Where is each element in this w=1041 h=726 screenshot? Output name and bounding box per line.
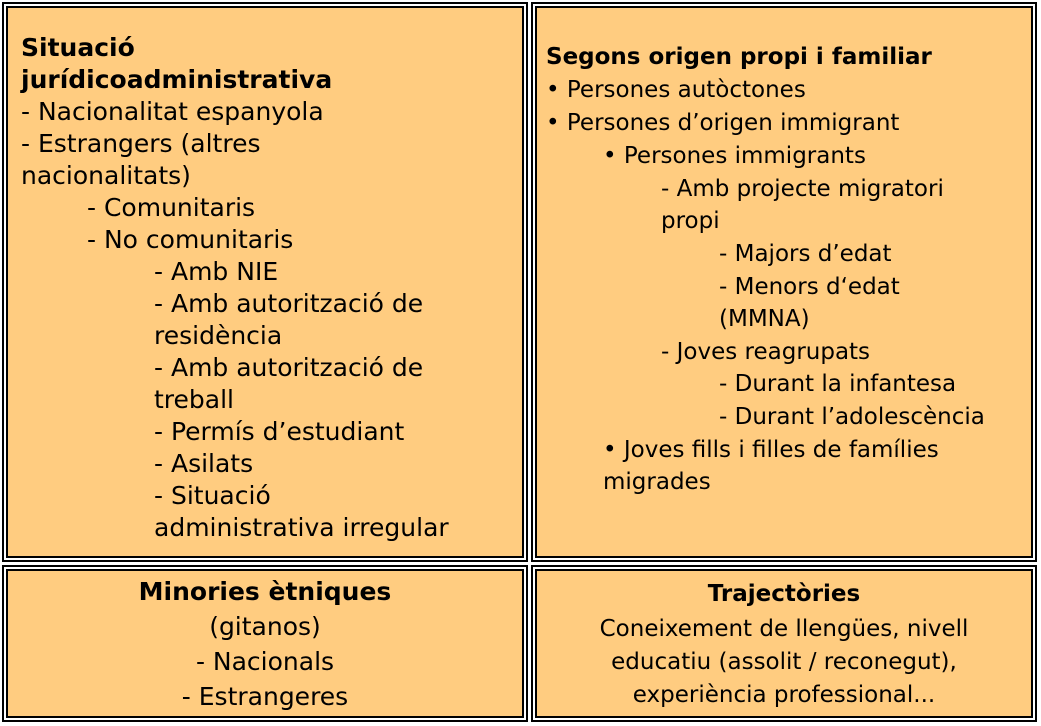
legal-status-box [2, 2, 528, 562]
item-foreigners-cont: nacionalitats) [21, 161, 191, 190]
origin-title: Segons origen propi i familiar [546, 44, 932, 70]
item-spanish-nationality: - Nacionalitat espanyola [21, 97, 324, 126]
origin-box [531, 2, 1037, 562]
item-nationals: - Nacionals [195, 647, 335, 676]
item-nie: - Amb NIE [154, 257, 279, 286]
trajectories-line-3: experiència professional... [632, 682, 936, 708]
trajectories-line-2: educatiu (assolit / reconegut), [611, 649, 957, 675]
ethnic-subtitle: (gitanos) [209, 612, 321, 641]
item-foreign: - Estrangeres [181, 682, 349, 711]
item-regrouped: - Joves reagrupats [661, 339, 871, 365]
item-childhood: - Durant la infantesa [719, 371, 957, 397]
item-asylum: - Asilats [154, 449, 254, 478]
item-own-project-cont: propi [661, 208, 720, 234]
item-irregular-cont: administrativa irregular [154, 513, 449, 542]
item-immigrants: • Persones immigrants [603, 143, 866, 169]
item-community: - Comunitaris [87, 193, 256, 222]
item-adults: - Majors d’edat [719, 241, 892, 267]
item-foreigners: - Estrangers (altres [21, 129, 261, 158]
item-minors-cont: (MMNA) [719, 306, 810, 332]
trajectories-box [531, 565, 1037, 722]
item-residence-permit: - Amb autorització de [154, 289, 424, 318]
trajectories-line-1: Coneixement de llengües, nivell [599, 616, 969, 642]
trajectories-title: Trajectòries [707, 581, 861, 607]
item-student-permit: - Permís d’estudiant [154, 417, 405, 446]
item-adolescence: - Durant l’adolescència [719, 404, 985, 430]
item-immigrant-origin: • Persones d’origen immigrant [546, 110, 900, 136]
item-children-of-migrants-cont: migrades [603, 469, 711, 495]
legal-status-title: Situació [21, 33, 135, 62]
item-irregular: - Situació [154, 481, 271, 510]
item-work-permit: - Amb autorització de [154, 353, 424, 382]
ethnic-minorities-box [2, 565, 528, 722]
item-native: • Persones autòctones [546, 77, 806, 103]
item-non-community: - No comunitaris [87, 225, 294, 254]
item-children-of-migrants: • Joves fills i filles de famílies [603, 437, 939, 463]
item-own-project: - Amb projecte migratori [661, 176, 944, 202]
item-minors: - Menors d‘edat [719, 274, 900, 300]
legal-status-title-cont: jurídicoadministrativa [21, 65, 333, 94]
ethnic-title: Minories ètniques [138, 577, 392, 606]
item-residence-permit-cont: residència [154, 321, 283, 350]
item-work-permit-cont: treball [154, 385, 234, 414]
